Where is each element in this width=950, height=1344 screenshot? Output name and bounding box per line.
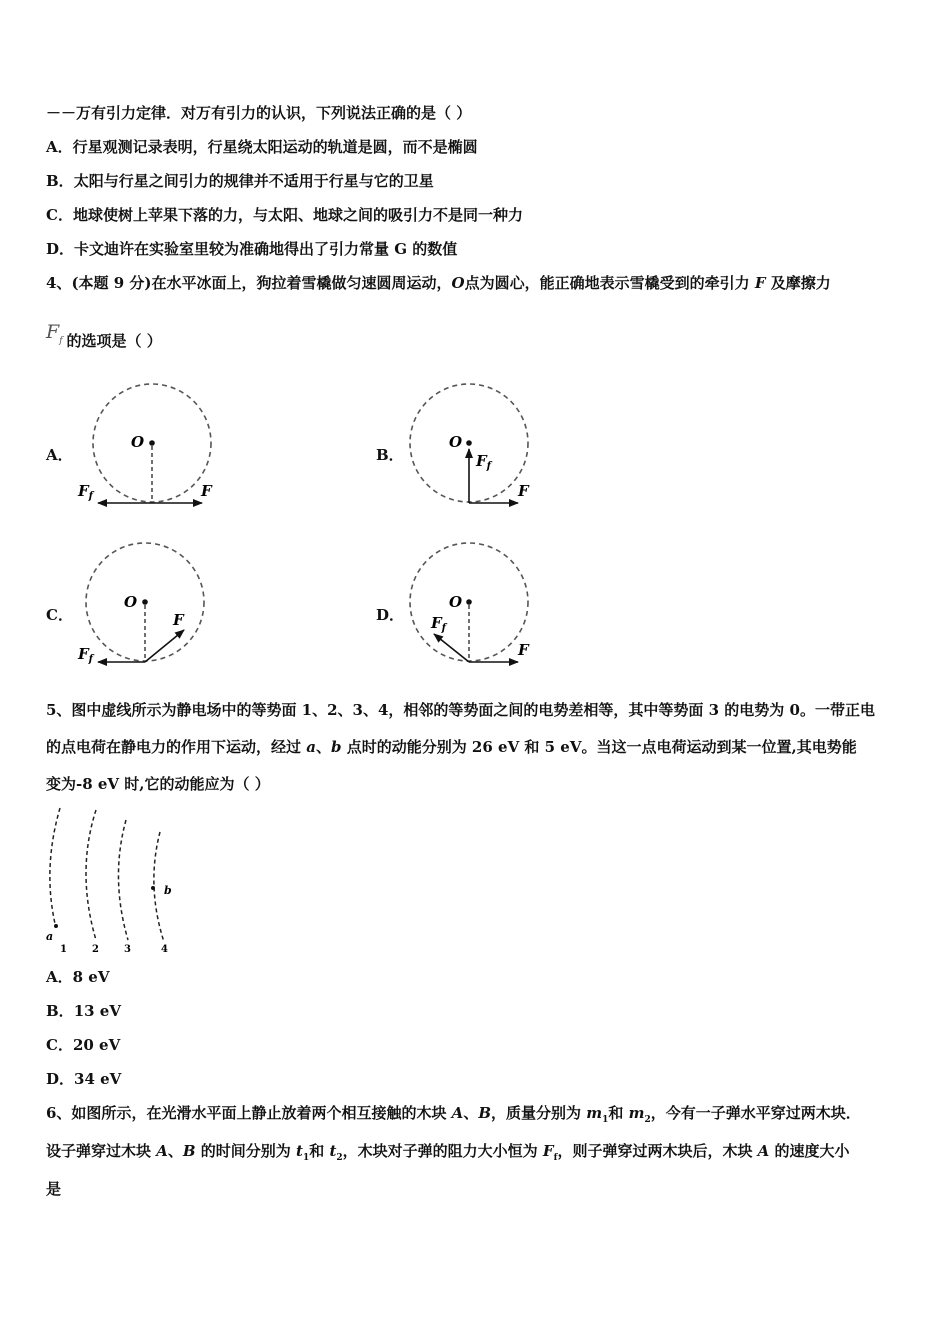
label-ff: $F_f$ [476, 452, 491, 472]
equipotential-line-2 [86, 810, 96, 940]
label-ff: $F_f$ [431, 614, 446, 634]
q4-stem: 4、(本题 9 分)在水平冰面上，狗拉着雪橇做匀速圆周运动，O点为圆心，能正确地表示雪橇受到的牵引力 F 及摩擦力 [46, 274, 831, 292]
q6-line1: 6、如图所示，在光滑水平面上静止放着两个相互接触的木块 A、B，质量分别为 $m_1$和 $m_2$，今有一子弹水平穿过两木块． [46, 1104, 861, 1125]
label-o: O [449, 593, 463, 611]
surface-label-4: 4 [161, 944, 168, 955]
q3-stem: －－万有引力定律．对万有引力的认识，下列说法正确的是（ ） [46, 104, 472, 122]
center-dot [142, 599, 148, 605]
q3-option-b: B．太阳与行星之间引力的规律并不适用于行星与它的卫星 [46, 172, 434, 190]
label-o: O [131, 433, 145, 451]
label-b: b [164, 884, 172, 897]
center-dot [149, 440, 155, 446]
ff-symbol: $F_f$ [46, 321, 63, 346]
q3-option-c: C．地球使树上苹果下落的力，与太阳、地球之间的吸引力不是同一种力 [46, 206, 523, 224]
q6-line3: 是 [46, 1180, 62, 1198]
label-f: F [201, 482, 212, 500]
equipotential-line-1 [50, 808, 60, 928]
label-a: a [46, 930, 54, 943]
label-o: O [449, 433, 463, 451]
q5-equipotential-figure [40, 800, 200, 960]
q4-option-c-label: C． [46, 606, 73, 624]
q3-option-d: D．卡文迪许在实验室里较为准确地得出了引力常量 G 的数值 [46, 240, 458, 258]
q3-option-a: A．行星观测记录表明，行星绕太阳运动的轨道是圆，而不是椭圆 [46, 138, 478, 156]
q4-option-a-label: A． [46, 446, 73, 464]
q5-option-a: A．8 eV [46, 968, 110, 986]
diagram-d [410, 543, 530, 662]
label-ff: $F_f$ [78, 482, 93, 502]
q4-stem-cont: $F_f$ 的选项是（ ） [46, 321, 162, 350]
point-b-dot [151, 886, 155, 890]
q6-line2: 设子弹穿过木块 A、B 的时间分别为 $t_1$和 $t_2$，木块对子弹的阻力大小恒为 $F_f$，则子弹穿过两木块后，木块 A 的速度大小 [46, 1142, 850, 1163]
label-f: F [173, 611, 184, 629]
diagram-a [77, 384, 213, 503]
equipotential-line-3 [118, 820, 128, 940]
point-a-dot [54, 924, 58, 928]
surface-label-2: 2 [92, 944, 99, 955]
label-f: F [518, 641, 529, 659]
label-o: O [124, 593, 138, 611]
label-ff: $F_f$ [78, 645, 93, 665]
diagram-b [410, 384, 530, 503]
center-dot [466, 599, 472, 605]
q4-option-b-label: B． [376, 446, 404, 464]
q5-line3: 变为-8 eV 时,它的动能应为（ ） [46, 775, 270, 793]
q5-option-d: D．34 eV [46, 1070, 122, 1088]
q5-option-b: B．13 eV [46, 1002, 121, 1020]
center-dot [466, 440, 472, 446]
q5-line1: 5、图中虚线所示为静电场中的等势面 1、2、3、4，相邻的等势面之间的电势差相等，其中等势面 3 的电势为 0。一带正电 [46, 701, 875, 719]
surface-label-1: 1 [60, 944, 67, 955]
q4-option-d-label: D． [376, 606, 405, 624]
equipotential-line-4 [154, 832, 164, 942]
label-f: F [518, 482, 529, 500]
q5-option-c: C．20 eV [46, 1036, 121, 1054]
diagram-c [77, 543, 204, 665]
surface-label-3: 3 [124, 944, 131, 955]
q5-line2: 的点电荷在静电力的作用下运动，经过 a、b 点时的动能分别为 26 eV 和 5 eV。当这一点电荷运动到某一位置,其电势能 [46, 738, 857, 756]
